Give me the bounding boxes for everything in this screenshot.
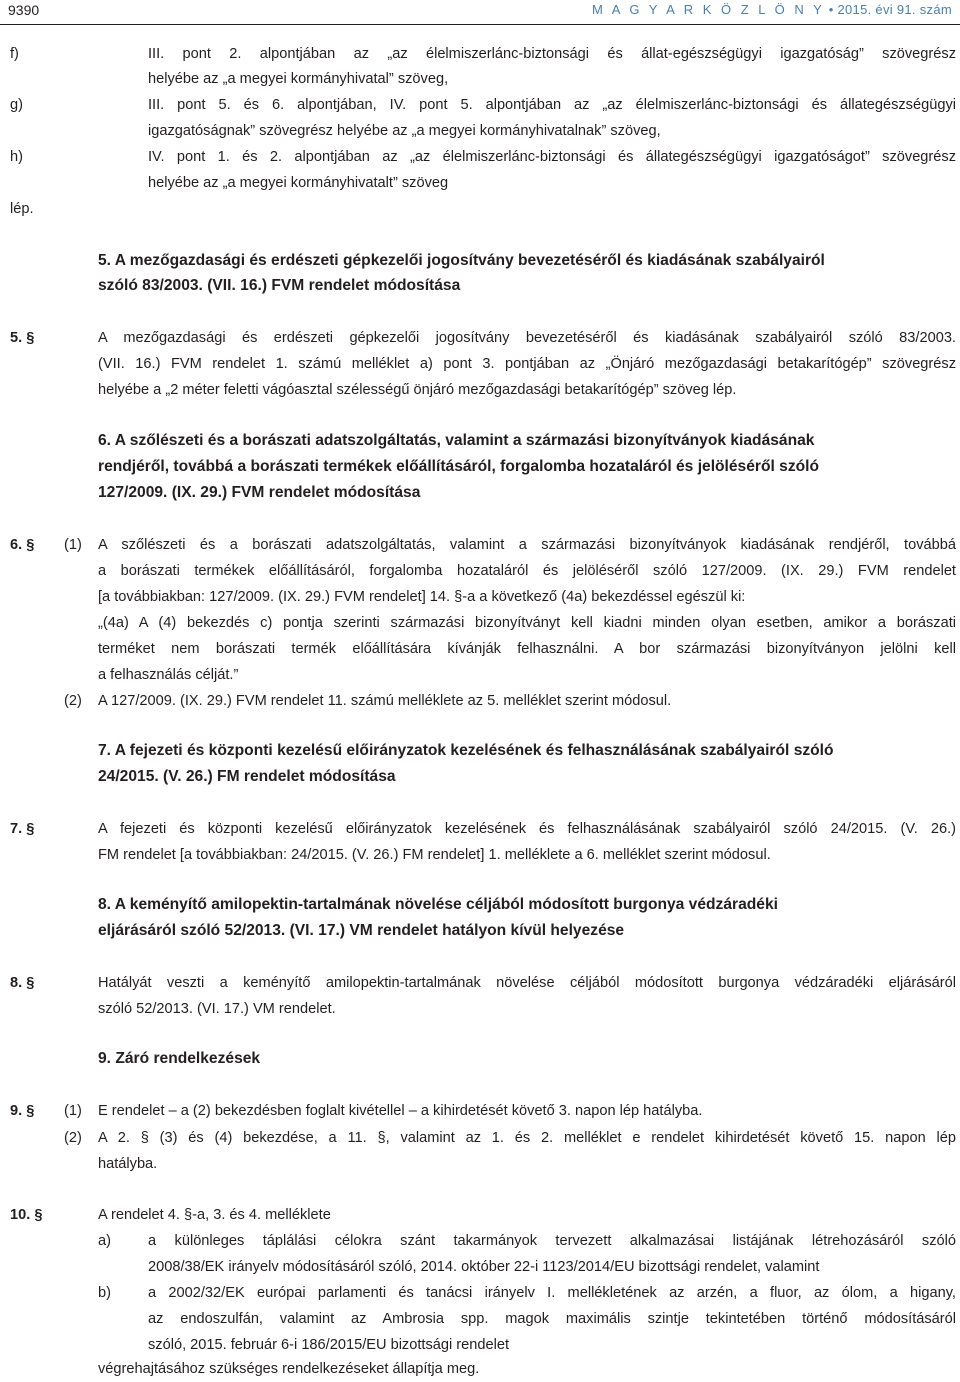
paragraph-7-line1: A fejezeti és központi kezelésű előirányzatok kezelésének és felhasználásának szabályairól szóló 24/2015. (V. 26.) — [98, 821, 956, 837]
section-5-heading-line2: szóló 83/2003. (VII. 16.) FVM rendelet módosítása — [98, 277, 461, 294]
paragraph-10-intro: A rendelet 4. §-a, 3. és 4. melléklete — [98, 1207, 331, 1223]
paragraph-9-number: 9. § — [10, 1103, 35, 1119]
item-g-line2: igazgatóságnak” szövegrész helyébe az „a megyei kormányhivatalnak” szöveg, — [148, 123, 661, 139]
paragraph-7-line2: FM rendelet [a továbbiakban: 24/2015. (V. 26.) FM rendelet] 1. melléklete a 6. melléklet szerint módosul. — [98, 847, 771, 863]
item-10-b-line2: az endoszulfán, valamint az Ambrosia spp. magok maximális szintje tekintetében történő módosításáról — [148, 1311, 956, 1327]
item-g-line1: III. pont 5. és 6. alpontjában, IV. pont 5. alpontjában az „az élelmiszerlánc-biztonsági és állategészségügyi — [148, 97, 956, 113]
paragraph-5-line2: (VII. 16.) FVM rendelet 1. számú melléklet a) pont 3. pontjában az „Önjáró mezőgazdasági betakarítógép” szövegrész — [98, 356, 956, 372]
item-h-line2: helyébe az „a megyei kormányhivatalt” szöveg — [148, 175, 449, 191]
item-f-line2: helyébe az „a megyei kormányhivatal” szöveg, — [148, 71, 449, 87]
subsection-6-1-line1: A szőlészeti és a borászati adatszolgáltatás, valamint a származási bizonyítványok kiadásának rendjéről, továbbá — [98, 537, 956, 553]
paragraph-6-number: 6. § — [10, 537, 35, 553]
section-7-heading-line1: 7. A fejezeti és központi kezelésű előirányzatok kezelésének és felhasználásának szabályairól szóló — [98, 742, 834, 759]
section-7-heading-line2: 24/2015. (V. 26.) FM rendelet módosítása — [98, 768, 396, 785]
section-6-heading-line1: 6. A szőlészeti és a borászati adatszolgáltatás, valamint a származási bizonyítványok kiadásának — [98, 432, 815, 449]
subsection-6-1-line2: a borászati termékek előállításáról, forgalomba hozataláról és jelöléséről szóló 127/2009. (IX. 29.) FVM rendelet — [98, 563, 956, 579]
item-10-a-line1: a különleges táplálási célokra szánt takarmányok tervezett alkalmazásai listájának létrehozásáról szóló — [148, 1233, 956, 1249]
subsection-9-1-label: (1) — [64, 1103, 82, 1119]
subsection-6-1-line3: [a továbbiakban: 127/2009. (IX. 29.) FVM rendelet] 14. §-a a következő (4a) bekezdéssel egészül ki: — [98, 589, 746, 605]
item-10-a-line2: 2008/38/EK irányelv módosításáról szóló, 2014. október 22-i 1123/2014/EU bizottsági rendelet, valamint — [148, 1259, 820, 1275]
item-label-h: h) — [10, 149, 23, 165]
page-header — [0, 0, 960, 26]
section-6-heading-line3: 127/2009. (IX. 29.) FVM rendelet módosítása — [98, 484, 421, 501]
subsection-9-2-line1: A 2. § (3) és (4) bekezdése, a 11. §, valamint az 1. és 2. melléklet e rendelet kihirdetését követő 15. napon lép — [98, 1130, 956, 1146]
item-h-line1: IV. pont 1. és 2. alpontjában az „az élelmiszerlánc-biztonsági és állategészségügyi igazgatóságot” szövegrész — [148, 149, 956, 165]
item-10-a-label: a) — [98, 1233, 111, 1249]
paragraph-10-closing: végrehajtásához szükséges rendelkezéseket állapítja meg. — [98, 1361, 480, 1377]
subsection-6-1-label: (1) — [64, 537, 82, 553]
section-5-heading-line1: 5. A mezőgazdasági és erdészeti gépkezelői jogosítvány bevezetéséről és kiadásának szabályairól — [98, 252, 825, 269]
section-8-heading-line1: 8. A keményítő amilopektin-tartalmának növelése céljából módosított burgonya védzáradéki — [98, 896, 778, 913]
paragraph-8-number: 8. § — [10, 975, 35, 991]
subsection-9-2-line2: hatályba. — [98, 1156, 158, 1172]
item-label-g: g) — [10, 97, 23, 113]
paragraph-5-line1: A mezőgazdasági és erdészeti gépkezelői jogosítvány bevezetéséről és kiadásának szabályairól szóló 83/2003. — [98, 330, 956, 346]
paragraph-5-line3: helyébe a „2 méter feletti vágóasztal szélességű önjáró mezőgazdasági betakarítógép” szöveg lép. — [98, 382, 737, 398]
subsection-6-1-line5: terméket nem borászati termék előállítására kívánják felhasználni. A bor származási bizonyítványon jelölni kell — [98, 641, 956, 657]
section-8-heading-line2: eljárásáról szóló 52/2013. (VI. 17.) VM rendelet hatályon kívül helyezése — [98, 922, 625, 939]
paragraph-8-line1: Hatályát veszti a keményítő amilopektin-tartalmának növelése céljából módosított burgonya védzáradéki eljárásáról — [98, 975, 956, 991]
subsection-6-2-line1: A 127/2009. (IX. 29.) FVM rendelet 11. számú melléklete az 5. melléklet szerint módosul. — [98, 693, 672, 709]
section-9-heading: 9. Záró rendelkezések — [98, 1050, 261, 1067]
item-label-f: f) — [10, 46, 19, 62]
subsection-9-1-line1: E rendelet – a (2) bekezdésben foglalt kivétellel – a kihirdetését követő 3. napon lép hatályba. — [98, 1103, 703, 1119]
subsection-6-1-line4: „(4a) A (4) bekezdés c) pontja szerinti származási bizonyítványt kell kiadni minden olyan esetben, amikor a borászati — [98, 615, 956, 631]
subsection-6-2-label: (2) — [64, 693, 82, 709]
item-10-b-line1: a 2002/32/EK európai parlamenti és tanácsi irányelv I. mellékletének az arzén, a fluor, az ólom, a higany, — [148, 1285, 956, 1301]
item-10-b-label: b) — [98, 1285, 111, 1301]
paragraph-5-number: 5. § — [10, 330, 35, 346]
closing-lep: lép. — [10, 201, 34, 217]
section-6-heading-line2: rendjéről, továbbá a borászati termékek előállításáról, forgalomba hozataláról és jelöléséről szóló — [98, 458, 820, 475]
page-number: 9390 — [8, 2, 40, 18]
paragraph-7-number: 7. § — [10, 821, 35, 837]
header-rule — [0, 24, 960, 25]
subsection-6-1-line6: a felhasználás célját.” — [98, 667, 239, 683]
paragraph-10-number: 10. § — [10, 1207, 43, 1223]
journal-title: M A G Y A R K Ö Z L Ö N Y • 2015. évi 91. szám — [592, 2, 952, 17]
item-f-line1: III. pont 2. alpontjában az „az élelmiszerlánc-biztonsági és állat-egészségügyi igazgatóság” szövegrész — [148, 46, 956, 62]
subsection-9-2-label: (2) — [64, 1130, 82, 1146]
item-10-b-line3: szóló, 2015. február 6-i 186/2015/EU bizottsági rendelet — [148, 1337, 510, 1353]
paragraph-8-line2: szóló 52/2013. (VI. 17.) VM rendelet. — [98, 1001, 336, 1017]
